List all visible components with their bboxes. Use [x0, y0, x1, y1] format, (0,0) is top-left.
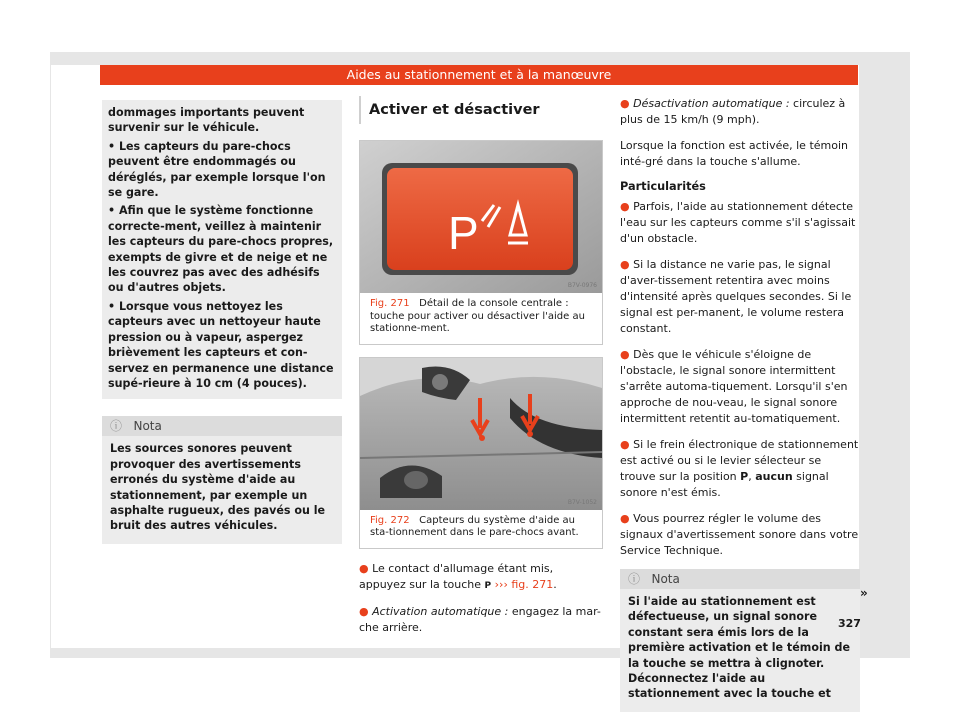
- bullet-icon: •: [108, 139, 119, 153]
- bullet-icon: ●: [359, 561, 373, 575]
- note-header: [620, 569, 860, 589]
- note-header: [102, 416, 342, 436]
- paragraph: ● Si le frein électronique de stationnement est activé ou si le levier sélecteur se trouve sur la position P, aucun signal sonore n'est émis.: [620, 438, 859, 499]
- bullet-icon: •: [108, 204, 119, 218]
- note-title: Nota: [651, 572, 680, 586]
- figure-code: B7V-0976: [567, 282, 597, 289]
- bullet-icon: ●: [620, 348, 634, 361]
- paragraph: ● Dès que le véhicule s'éloigne de l'obstacle, le signal sonore intermittent s'arrête automa-tiquement. Lorsqu'il s'en approche de nou-veau, le signal sonore intermittent retentit au-tomatiquement.: [620, 348, 848, 425]
- bullet-icon: ●: [620, 258, 634, 271]
- paragraph: ● Vous pourrez régler le volume des signaux d'avertissement sonore dans votre Service Technique.: [620, 512, 859, 557]
- note-title: Nota: [133, 419, 162, 434]
- section-title: Activer et désactiver: [359, 96, 603, 124]
- paragraph: ● Parfois, l'aide au stationnement détecte l'eau sur les capteurs comme s'il s'agissait d'un obstacle.: [620, 200, 856, 245]
- note-box: [620, 569, 860, 712]
- right-column: [620, 96, 860, 712]
- bullet-icon: ●: [620, 97, 634, 110]
- bullet-icon: ●: [620, 200, 634, 213]
- bullet-icon: ●: [620, 438, 634, 451]
- warning-bullet: • Lorsque vous nettoyez les capteurs avec un nettoyeur haute pression ou à vapeur, aspergez brièvement les capteurs et con-servez en permanence une distance supé-rieure à 10 cm (4 pouces).: [108, 299, 334, 390]
- info-icon: ⓘ: [628, 572, 641, 586]
- note-text: Si l'aide au stationnement est défectueuse, un signal sonore constant sera émis lors de la première activation et le témoin de la touche se mettra à clignoter. Déconnectez l'aide au stationnement avec la touche et: [628, 595, 850, 701]
- warning-bullet: • Les capteurs du pare-chocs peuvent être endommagés ou déréglés, par exemple lorsque l'on se gare.: [108, 139, 326, 200]
- figure-number: Fig. 272: [370, 514, 410, 526]
- paragraph: ● Désactivation automatique : circulez à plus de 15 km/h (9 mph).: [620, 97, 846, 126]
- note-box: [102, 416, 342, 543]
- paragraph: ● Activation automatique : engagez la mar-che arrière.: [359, 604, 601, 634]
- left-column: [102, 100, 342, 544]
- bullet-icon: •: [108, 299, 119, 313]
- middle-column: [359, 96, 603, 646]
- warning-text: dommages importants peuvent survenir sur le véhicule.: [108, 106, 305, 135]
- figure-number: Fig. 271: [370, 298, 410, 309]
- figure-271: [359, 140, 603, 345]
- warning-box: [102, 100, 342, 399]
- continue-mark: »: [860, 586, 868, 600]
- parking-symbol: P: [484, 580, 492, 591]
- middle-body: [359, 561, 603, 636]
- bumper-illustration: [360, 358, 602, 510]
- figure-caption: Fig. 272 Capteurs du système d'aide au sta-tionnement dans le pare-chocs avant.: [360, 510, 602, 548]
- bullet-icon: ●: [620, 512, 634, 525]
- bumper-sensors-image: [360, 358, 602, 510]
- info-icon: ⓘ: [110, 419, 123, 434]
- right-body: [620, 96, 860, 559]
- figure-272: [359, 357, 603, 549]
- warning-bullet: • Afin que le système fonctionne correcte-ment, veillez à maintenir les capteurs du pare-chocs propres, exempts de givre et de neige et ne les couvrez pas avec des adhésifs ou d'autres objets.: [108, 204, 334, 295]
- paragraph: Lorsque la fonction est activée, le témoin inté-gré dans la touche s'allume.: [620, 139, 848, 168]
- console-button-image: [360, 141, 602, 293]
- chapter-header: Aides au stationnement et à la manœuvre: [100, 65, 858, 85]
- paragraph: ● Si la distance ne varie pas, le signal d'aver-tissement retentira avec moins d'intensité après quelques secondes. Si le signal est per-manent, le volume restera constant.: [620, 258, 852, 335]
- page-number: 327: [838, 617, 861, 630]
- console-button-illustration: [360, 141, 602, 293]
- subtitle: Particularités: [620, 180, 706, 193]
- bullet-icon: ●: [359, 604, 373, 618]
- note-text: Les sources sonores peuvent provoquer des avertissements erronés du système d'aide au stationnement, par exemple un asphalte rugueux, des pavés ou le bruit des autres véhicules.: [110, 442, 326, 533]
- svg-text:P: P: [448, 207, 479, 259]
- paragraph: ● Le contact d'allumage étant mis, appuyez sur la touche P ››› fig. 271.: [359, 561, 557, 591]
- figure-caption: Fig. 271 Détail de la console centrale : touche pour activer ou désactiver l'aide au stationne-ment.: [360, 293, 602, 344]
- figure-link[interactable]: ››› fig. 271: [494, 577, 554, 591]
- figure-code: B7V-1052: [567, 498, 597, 506]
